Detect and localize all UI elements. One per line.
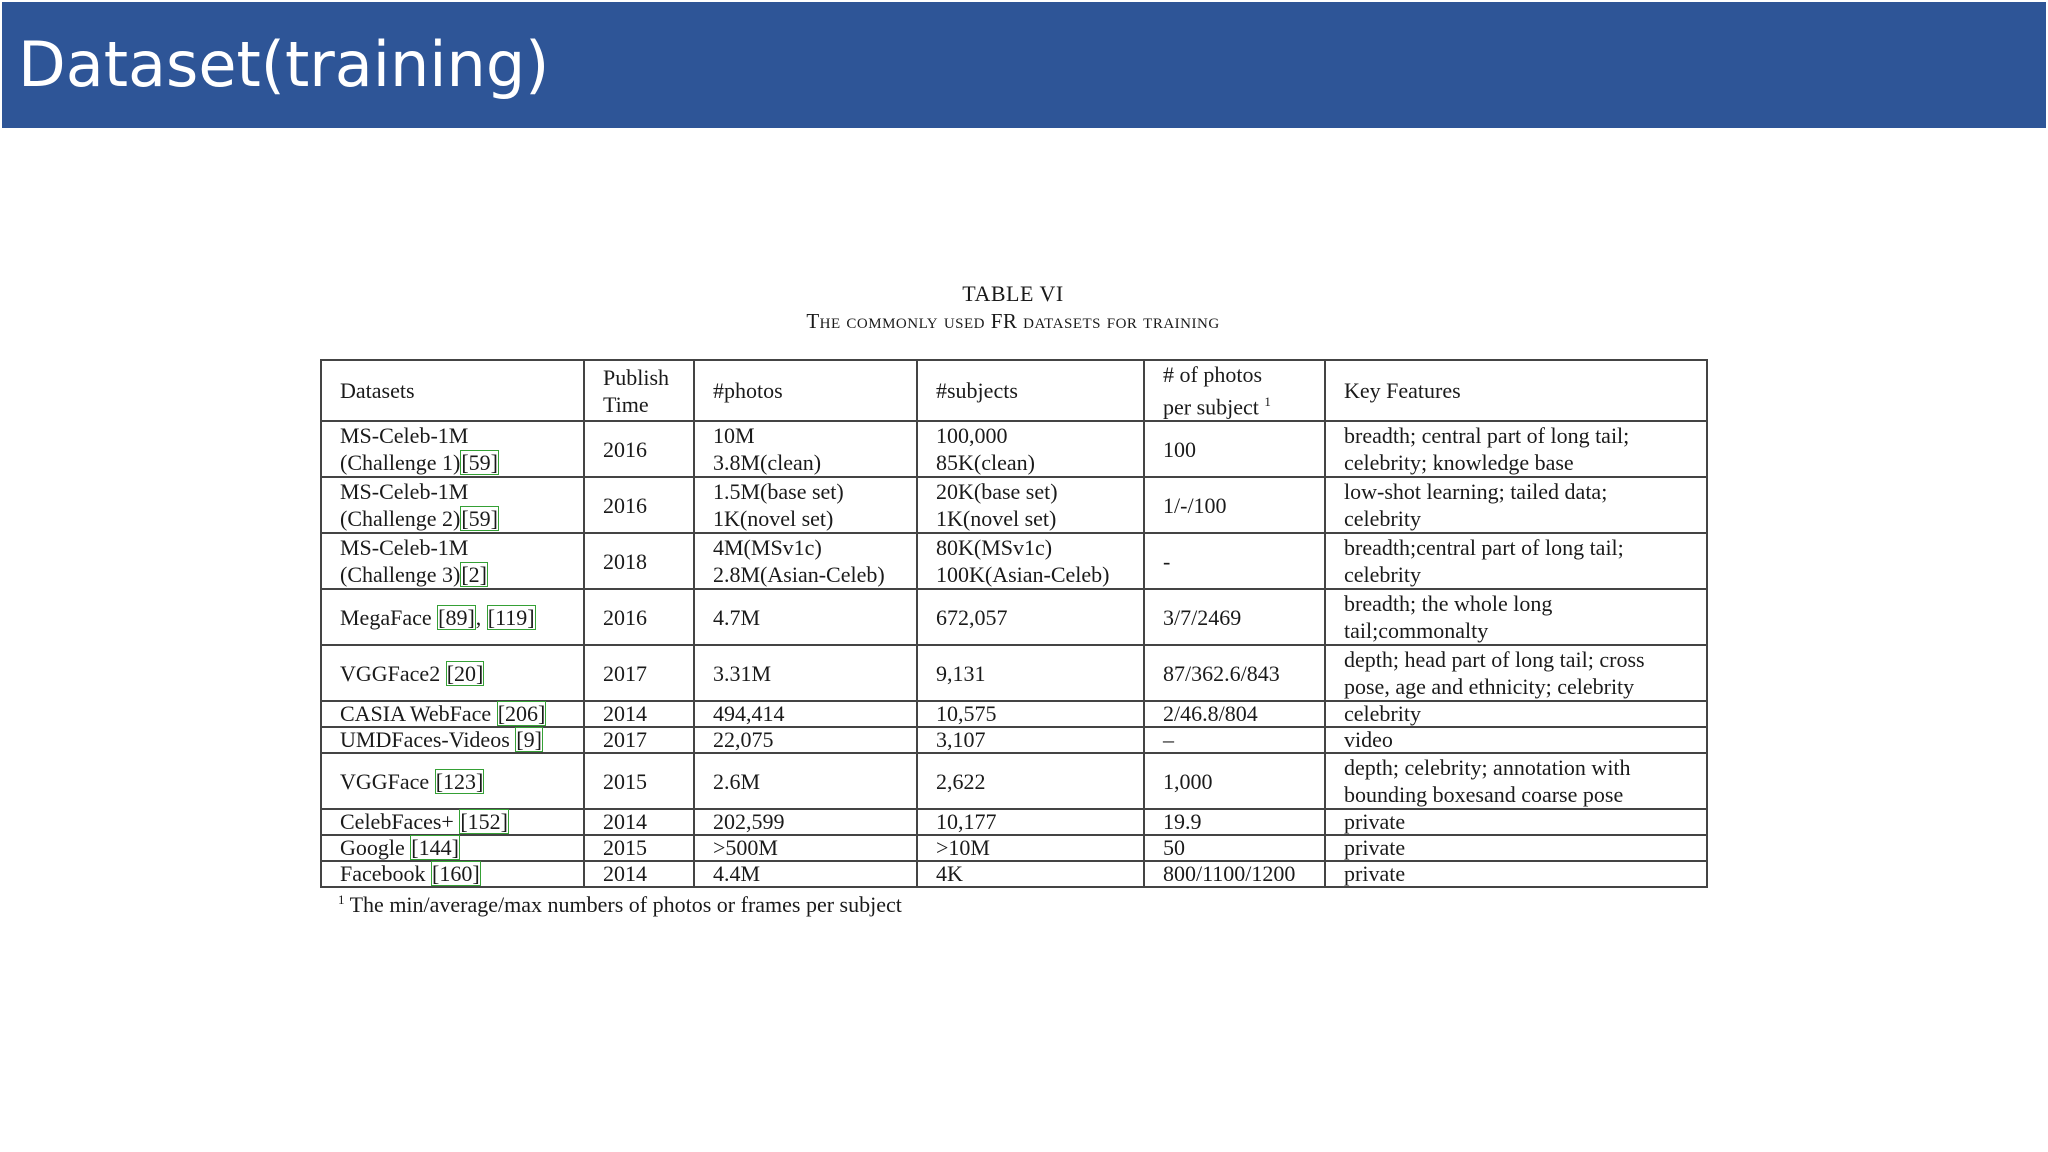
features-line: private — [1344, 835, 1406, 861]
photos-value: 202,599 — [713, 809, 785, 835]
features-line: private — [1344, 861, 1406, 887]
cell-photos — [694, 421, 917, 477]
cell-publish-time: 2014 — [584, 861, 694, 887]
cell-publish-time: 2018 — [584, 533, 694, 589]
cell-subjects — [917, 477, 1144, 533]
cell-subjects — [917, 589, 1144, 645]
dataset-subname: (Challenge 3) — [340, 562, 461, 588]
cell-dataset — [321, 645, 584, 701]
cell-key-features — [1325, 861, 1707, 887]
subjects-value: 10,575 — [936, 701, 997, 727]
cell-subjects — [917, 809, 1144, 835]
cell-dataset — [321, 753, 584, 809]
footnote-marker: 1 — [338, 892, 345, 907]
cell-key-features — [1325, 727, 1707, 753]
table-caption — [320, 280, 1706, 334]
table-footnote — [338, 892, 902, 918]
table-row — [321, 533, 1707, 589]
cell-key-features — [1325, 809, 1707, 835]
subjects-value: 20K(base set) — [936, 479, 1058, 505]
cell-key-features — [1325, 477, 1707, 533]
header-photos-per-subject — [1144, 360, 1325, 421]
cell-photos-per-subject: 2/46.8/804 — [1144, 701, 1325, 727]
table-row — [321, 421, 1707, 477]
cell-photos — [694, 701, 917, 727]
footnote-text: The min/average/max numbers of photos or frames per subject — [349, 892, 902, 917]
features-line-2: celebrity — [1344, 506, 1421, 532]
dataset-refs — [460, 450, 499, 475]
cell-photos-per-subject: - — [1144, 533, 1325, 589]
cell-dataset — [321, 477, 584, 533]
features-line: depth; celebrity; annotation with — [1344, 755, 1631, 781]
citation-link[interactable]: [160] — [432, 861, 480, 887]
header-publish-time — [584, 360, 694, 421]
cell-subjects — [917, 835, 1144, 861]
subjects-value: 80K(MSv1c) — [936, 535, 1053, 561]
dataset-refs — [460, 506, 499, 531]
header-footnote-marker: 1 — [1264, 394, 1271, 409]
cell-photos — [694, 477, 917, 533]
caption-subtitle: The commonly used FR datasets for training — [806, 308, 1220, 333]
citation-link[interactable]: [123] — [435, 768, 484, 794]
features-line-2: tail;commonalty — [1344, 618, 1489, 644]
dataset-name: UMDFaces-Videos — [340, 727, 510, 753]
table-row — [321, 861, 1707, 887]
header-photos: #photos — [694, 360, 917, 421]
photos-value: 494,414 — [713, 701, 785, 727]
photos-value-2: 2.8M(Asian-Celeb) — [713, 562, 885, 588]
subjects-value-2: 100K(Asian-Celeb) — [936, 562, 1110, 588]
citation-link[interactable]: [2] — [461, 562, 488, 588]
dataset-name: MS-Celeb-1M — [340, 479, 469, 505]
caption-label: TABLE VI — [962, 281, 1064, 306]
cell-subjects — [917, 753, 1144, 809]
dataset-refs — [460, 562, 488, 587]
photos-value: 1.5M(base set) — [713, 479, 844, 505]
table-row — [321, 701, 1707, 727]
subjects-value: 672,057 — [936, 604, 1008, 630]
dataset-name: CelebFaces+ — [340, 809, 454, 835]
cell-photos — [694, 533, 917, 589]
header-per-subject-line2: per subject — [1163, 394, 1259, 420]
cell-publish-time: 2017 — [584, 727, 694, 753]
citation-link[interactable]: [20] — [446, 660, 484, 686]
photos-value: 3.31M — [713, 660, 772, 686]
dataset-refs: [89], [119] — [438, 604, 535, 630]
cell-photos-per-subject: 100 — [1144, 421, 1325, 477]
citation-link[interactable]: [89] — [438, 604, 475, 630]
datasets-table — [320, 359, 1708, 888]
cell-photos-per-subject: 800/1100/1200 — [1144, 861, 1325, 887]
citation-link[interactable]: [59] — [461, 506, 499, 532]
cell-dataset — [321, 809, 584, 835]
features-line: breadth; central part of long tail; — [1344, 423, 1630, 449]
dataset-subname: (Challenge 1) — [340, 450, 461, 476]
dataset-refs — [431, 861, 481, 886]
header-datasets: Datasets — [321, 360, 584, 421]
subjects-value: >10M — [936, 835, 990, 861]
dataset-name: MS-Celeb-1M — [340, 423, 469, 449]
cell-subjects — [917, 421, 1144, 477]
photos-value: 4M(MSv1c) — [713, 535, 822, 561]
citation-link[interactable]: [119] — [487, 604, 535, 630]
cell-subjects — [917, 861, 1144, 887]
table-row — [321, 589, 1707, 645]
cell-publish-time: 2014 — [584, 701, 694, 727]
table-body — [321, 421, 1707, 887]
cell-photos — [694, 645, 917, 701]
table-row — [321, 835, 1707, 861]
photos-value: 4.7M — [713, 604, 761, 630]
cell-photos — [694, 753, 917, 809]
cell-key-features — [1325, 753, 1707, 809]
dataset-refs — [410, 835, 460, 860]
cell-dataset — [321, 589, 584, 645]
header-publish-line1: Publish — [603, 364, 670, 390]
citation-link[interactable]: [144] — [411, 835, 459, 861]
subjects-value: 9,131 — [936, 660, 986, 686]
cell-publish-time: 2014 — [584, 809, 694, 835]
dataset-name: Facebook — [340, 861, 426, 887]
photos-value: 22,075 — [713, 727, 774, 753]
features-line: depth; head part of long tail; cross — [1344, 647, 1645, 673]
cell-publish-time: 2016 — [584, 421, 694, 477]
header-subjects: #subjects — [917, 360, 1144, 421]
dataset-refs — [515, 727, 543, 752]
dataset-name: Google — [340, 835, 405, 861]
table-row — [321, 477, 1707, 533]
cell-publish-time: 2016 — [584, 589, 694, 645]
cell-publish-time: 2017 — [584, 645, 694, 701]
subjects-value: 2,622 — [936, 768, 986, 794]
photos-value: >500M — [713, 835, 778, 861]
photos-value-2: 1K(novel set) — [713, 506, 834, 532]
subjects-value: 100,000 — [936, 423, 1008, 449]
subjects-value: 4K — [936, 861, 963, 887]
dataset-refs — [497, 701, 547, 726]
cell-key-features — [1325, 835, 1707, 861]
photos-value: 2.6M — [713, 768, 761, 794]
table-row — [321, 753, 1707, 809]
cell-key-features — [1325, 421, 1707, 477]
slide-title: Dataset(training) — [18, 28, 550, 101]
dataset-refs — [446, 661, 485, 686]
cell-subjects — [917, 701, 1144, 727]
citation-link[interactable]: [206] — [497, 701, 546, 727]
cell-publish-time: 2015 — [584, 753, 694, 809]
cell-photos — [694, 589, 917, 645]
cell-photos-per-subject: 1,000 — [1144, 753, 1325, 809]
photos-value-2: 3.8M(clean) — [713, 450, 822, 476]
cell-publish-time: 2016 — [584, 477, 694, 533]
features-line: low-shot learning; tailed data; — [1344, 479, 1608, 505]
subjects-value-2: 85K(clean) — [936, 450, 1035, 476]
cell-subjects — [917, 645, 1144, 701]
dataset-refs — [459, 809, 509, 834]
dataset-name: CASIA WebFace — [340, 701, 492, 727]
citation-link[interactable]: [9] — [516, 727, 542, 753]
cell-dataset — [321, 701, 584, 727]
cell-photos-per-subject: 50 — [1144, 835, 1325, 861]
cell-dataset — [321, 861, 584, 887]
dataset-name: MS-Celeb-1M — [340, 535, 469, 561]
cell-key-features — [1325, 533, 1707, 589]
table-row — [321, 809, 1707, 835]
cell-photos — [694, 861, 917, 887]
cell-photos — [694, 835, 917, 861]
cell-photos-per-subject: – — [1144, 727, 1325, 753]
header-publish-line2: Time — [603, 391, 649, 417]
table-row — [321, 645, 1707, 701]
cell-key-features — [1325, 645, 1707, 701]
cell-subjects — [917, 533, 1144, 589]
cell-dataset — [321, 835, 584, 861]
features-line: breadth; the whole long — [1344, 591, 1553, 617]
features-line-2: pose, age and ethnicity; celebrity — [1344, 674, 1635, 700]
cell-photos-per-subject: 3/7/2469 — [1144, 589, 1325, 645]
features-line: private — [1344, 809, 1406, 835]
cell-key-features — [1325, 701, 1707, 727]
photos-value: 10M — [713, 423, 755, 449]
table-header-row — [321, 360, 1707, 421]
cell-subjects — [917, 727, 1144, 753]
title-bar — [2, 2, 2046, 128]
features-line: celebrity — [1344, 701, 1421, 727]
cell-photos-per-subject: 19.9 — [1144, 809, 1325, 835]
cell-photos — [694, 727, 917, 753]
header-key-features: Key Features — [1325, 360, 1707, 421]
features-line-2: celebrity — [1344, 562, 1421, 588]
cell-publish-time: 2015 — [584, 835, 694, 861]
features-line: video — [1344, 727, 1393, 753]
header-per-subject-line1: # of photos — [1163, 362, 1262, 387]
features-line-2: celebrity; knowledge base — [1344, 450, 1574, 476]
photos-value: 4.4M — [713, 861, 761, 887]
subjects-value: 3,107 — [936, 727, 986, 753]
cell-dataset — [321, 727, 584, 753]
features-line: breadth;central part of long tail; — [1344, 535, 1624, 561]
dataset-subname: (Challenge 2) — [340, 506, 461, 532]
dataset-refs — [435, 769, 485, 794]
cell-photos — [694, 809, 917, 835]
subjects-value: 10,177 — [936, 809, 997, 835]
dataset-name: VGGFace — [340, 768, 430, 794]
dataset-name: VGGFace2 — [340, 660, 441, 686]
cell-dataset — [321, 533, 584, 589]
cell-photos-per-subject: 1/-/100 — [1144, 477, 1325, 533]
dataset-name: MegaFace — [340, 604, 432, 630]
table-row — [321, 727, 1707, 753]
subjects-value-2: 1K(novel set) — [936, 506, 1057, 532]
citation-link[interactable]: [59] — [461, 450, 499, 476]
features-line-2: bounding boxesand coarse pose — [1344, 782, 1624, 808]
cell-key-features — [1325, 589, 1707, 645]
citation-link[interactable]: [152] — [460, 809, 508, 835]
cell-photos-per-subject: 87/362.6/843 — [1144, 645, 1325, 701]
cell-dataset — [321, 421, 584, 477]
